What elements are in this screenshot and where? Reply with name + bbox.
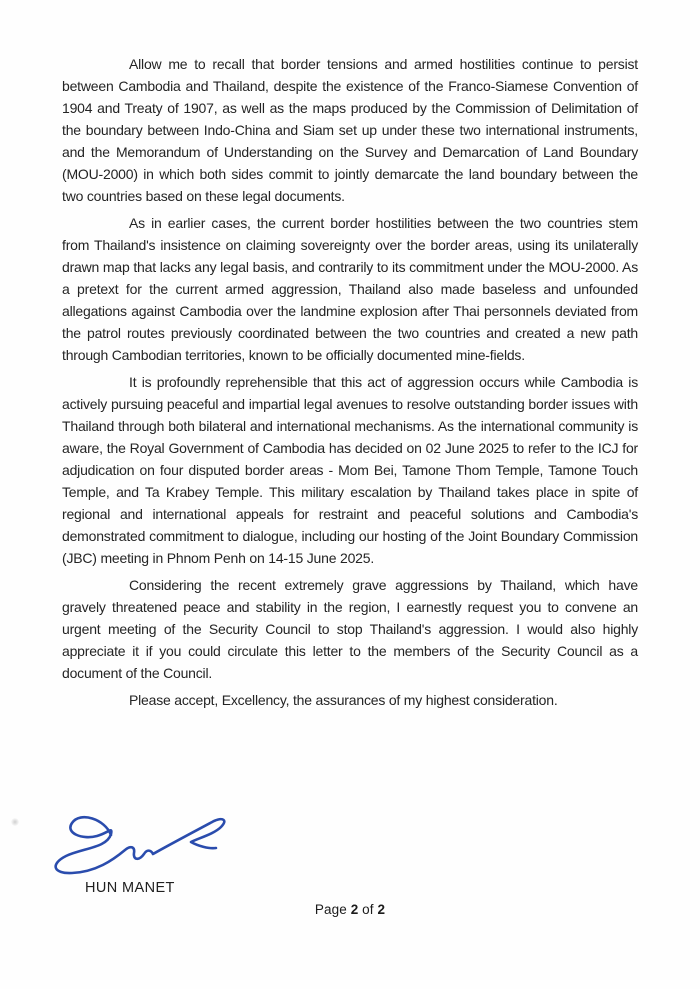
signer-name: HUN MANET [85,880,175,896]
closing-line: Please accept, Excellency, the assurances of my highest consideration. [129,692,558,708]
footer-page-number: 2 [350,902,359,917]
paragraph-4: Considering the recent extremely grave aggressions by Thailand, which have gravely threatened peace and stability in the region, I earnestly request you to convene an urgent meeting of the Security Council to stop Thailand's aggression. I would also highly appreciate it if you could circulate this letter to the members of the Security Council as a document of the Council. [62,577,638,681]
footer-of-label: of [362,902,374,917]
footer-total-pages: 2 [377,902,386,917]
signature-block [48,804,226,878]
signature-stroke [56,817,225,873]
handwritten-signature-icon [48,804,226,878]
page-footer [0,902,700,917]
footer-page-label: Page [314,902,347,917]
letter-body [62,53,638,711]
paragraph-1: Allow me to recall that border tensions and armed hostilities continue to persist between Cambodia and Thailand, despite the existence of the Franco-Siamese Convention of 1904 and Treaty of 1907, as well as the maps produced by the Commission of Delimitation of the boundary between Indo-China and Siam set up under these two international instruments, and the Memorandum of Understanding on the Survey and Demarcation of Land Boundary (MOU-2000) in which both sides commit to jointly demarcate the land boundary between the two countries based on these legal documents. [62,56,638,204]
ink-smudge-mark [11,818,19,826]
paragraph-2: As in earlier cases, the current border hostilities between the two countries stem from Thailand's insistence on claiming sovereignty over the border areas, using its unilaterally drawn map that lacks any legal basis, and contrarily to its commitment under the MOU-2000. As a pretext for the current armed aggression, Thailand also made baseless and unfounded allegations against Cambodia over the landmine explosion after Thai personnels deviated from the patrol routes previously coordinated between the two countries and created a new path through Cambodian territories, known to be officially documented mine-fields. [62,215,638,363]
paragraph-3: It is profoundly reprehensible that this act of aggression occurs while Cambodia is actively pursuing peaceful and impartial legal avenues to resolve outstanding border issues with Thailand through both bilateral and international mechanisms. As the international community is aware, the Royal Government of Cambodia has decided on 02 June 2025 to refer to the ICJ for adjudication on four disputed border areas - Mom Bei, Tamone Thom Temple, Tamone Touch Temple, and Ta Krabey Temple. This military escalation by Thailand takes place in spite of regional and international appeals for restraint and peaceful solutions and Cambodia's demonstrated commitment to dialogue, including our hosting of the Joint Boundary Commission (JBC) meeting in Phnom Penh on 14-15 June 2025. [62,374,638,566]
